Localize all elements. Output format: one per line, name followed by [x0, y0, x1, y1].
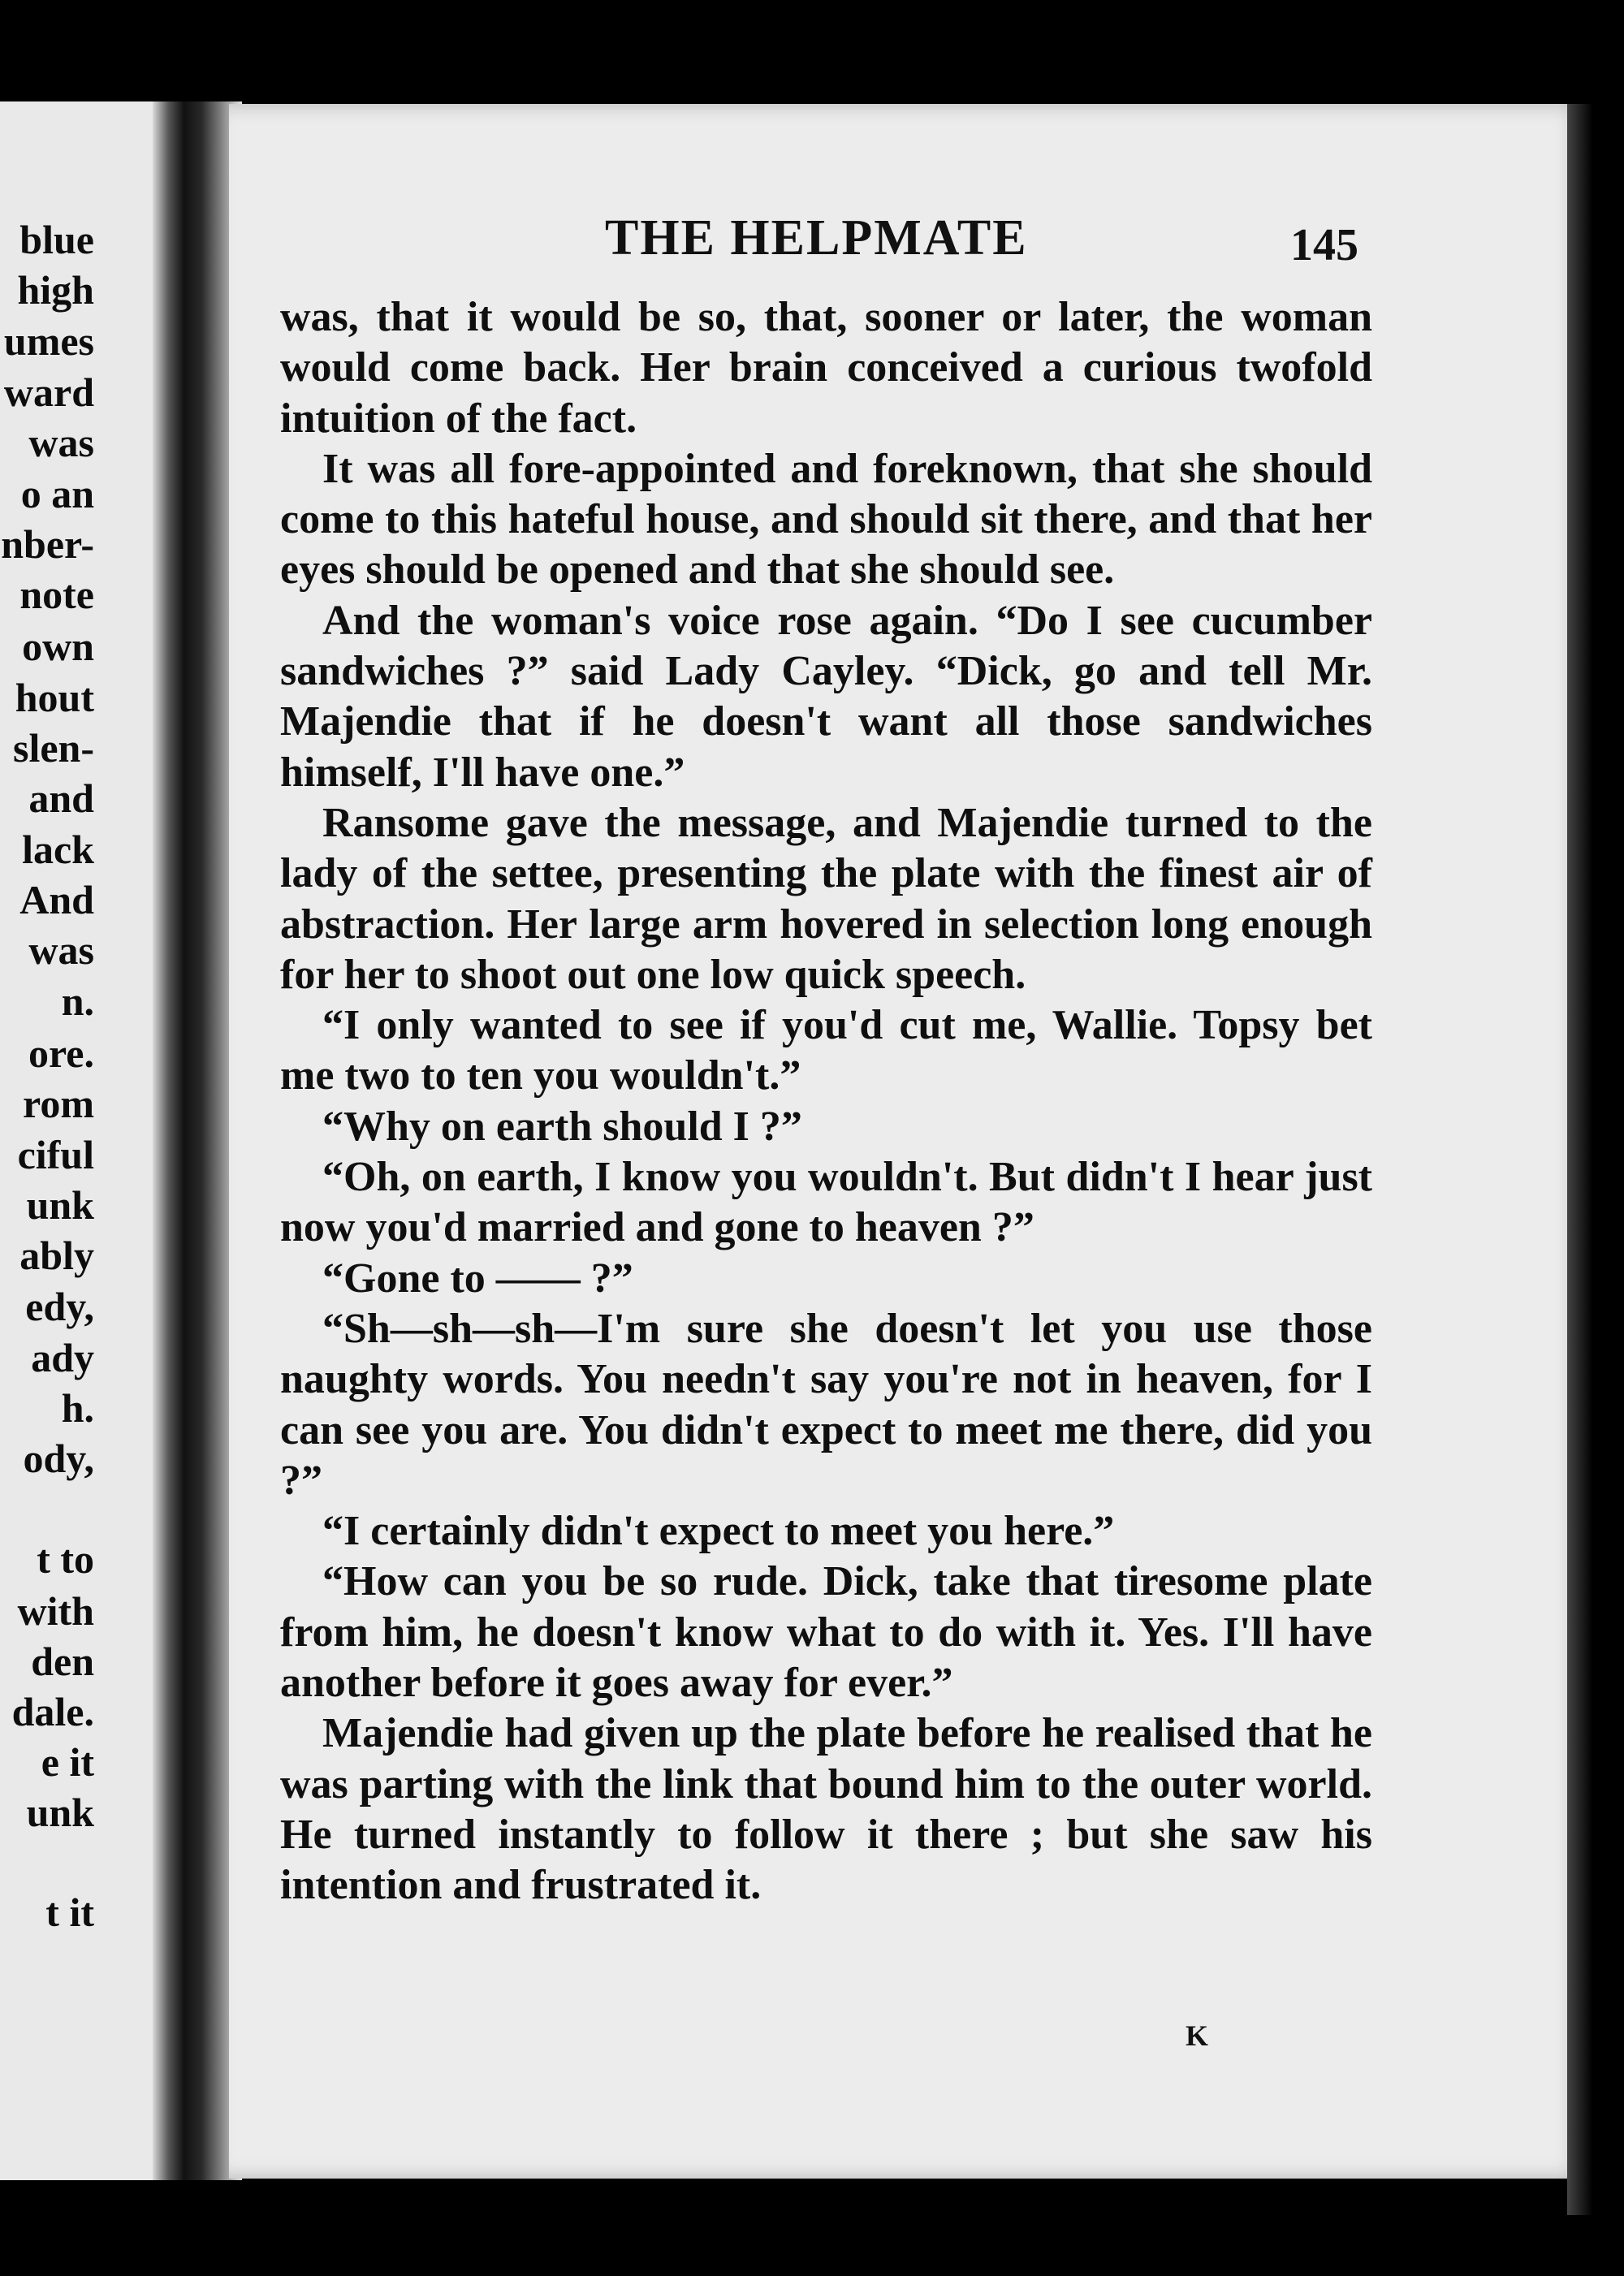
facing-page-line: lack — [22, 827, 94, 872]
facing-page-line: ody, — [23, 1436, 94, 1481]
facing-page-line: ably — [19, 1233, 94, 1278]
facing-page-line: t it — [45, 1889, 94, 1935]
facing-page-line: umes — [3, 318, 94, 364]
paragraph: “Gone to —— ?” — [322, 1255, 633, 1302]
signature-mark: K — [1186, 2019, 1209, 2052]
page-header — [605, 209, 1384, 274]
facing-page-line: blue — [19, 217, 94, 262]
paragraph: And the woman's voice rose again. “Do I see cucumber sandwiches ?” said Lady Cayley. “Dick, go and tell Mr. Majendie that if he doesn't want all those sandwiches himself, I'll have one.” — [280, 597, 1372, 796]
page-edge-shadow — [1567, 104, 1624, 2215]
page-number: 145 — [1290, 220, 1358, 270]
paragraph: “I only wanted to see if you'd cut me, Wallie. Topsy bet me two to ten you wouldn't.” — [280, 1002, 1372, 1099]
facing-page-line: note — [19, 572, 94, 617]
facing-page-line: hout — [15, 675, 94, 720]
facing-page-line: rom — [23, 1081, 94, 1126]
paragraph: “Why on earth should I ?” — [322, 1103, 802, 1150]
facing-page-line: And — [19, 877, 94, 922]
facing-page-line: was — [28, 927, 94, 973]
facing-page-line: ore. — [28, 1030, 94, 1076]
paragraph: Majendie had given up the plate before he realised that he was parting with the link that bound him to the outer world. He turned instantly to follow it there ; but she saw his intention and frustrated it. — [280, 1710, 1372, 1909]
facing-page-line: t to — [37, 1536, 94, 1582]
paragraph: “How can you be so rude. Dick, take that tiresome plate from him, he doesn't know what to do with it. Yes. I'll have another before it goes away for ever.” — [280, 1558, 1372, 1707]
paragraph: “I certainly didn't expect to meet you here.” — [322, 1508, 1115, 1555]
paragraph: was, that it would be so, that, sooner or later, the woman would come back. Her brain conceived a curious twofold intuition of the fact. — [280, 294, 1372, 442]
facing-page-line: den — [31, 1639, 94, 1684]
facing-page-line: was — [28, 420, 94, 465]
facing-page-line: slen- — [13, 725, 94, 771]
facing-page-line: e it — [41, 1739, 94, 1785]
paragraph: Ransome gave the message, and Majendie turned to the lady of the settee, presenting the plate with the finest air of abstraction. Her large arm hovered in selection long enough for her to shoot out one low quick speech. — [280, 799, 1372, 998]
facing-page-line: high — [17, 267, 94, 313]
facing-page-line: dale. — [11, 1689, 94, 1734]
facing-page-text — [0, 101, 94, 2180]
facing-page-line: with — [17, 1588, 94, 1634]
facing-page-line: h. — [61, 1385, 94, 1431]
body-text — [280, 292, 1372, 1911]
facing-page-line: unk — [26, 1182, 94, 1228]
facing-page-line: ward — [3, 369, 94, 415]
facing-page-line: ady — [31, 1335, 94, 1380]
facing-page-line: nber- — [1, 521, 94, 567]
paragraph: “Sh—sh—sh—I'm sure she doesn't let you use those naughty words. You needn't say you're not in heaven, for I can see you are. You didn't expect to meet me there, did you ?” — [280, 1305, 1372, 1504]
facing-page-line: and — [28, 775, 94, 821]
paragraph: It was all fore-appointed and foreknown, that she should come to this hateful house, and should sit there, and that her eyes should be opened and that she should see. — [280, 445, 1372, 594]
facing-page-line: ciful — [17, 1132, 94, 1177]
facing-page-line: unk — [26, 1790, 94, 1835]
running-title: THE HELPMATE — [605, 210, 1028, 266]
paragraph: “Oh, on earth, I know you wouldn't. But didn't I hear just now you'd married and gone to heaven ?” — [280, 1154, 1372, 1251]
facing-page-line: o an — [20, 471, 94, 516]
facing-page-line: n. — [61, 978, 94, 1024]
facing-page-line: own — [22, 624, 94, 669]
facing-page-line: edy, — [25, 1284, 94, 1329]
